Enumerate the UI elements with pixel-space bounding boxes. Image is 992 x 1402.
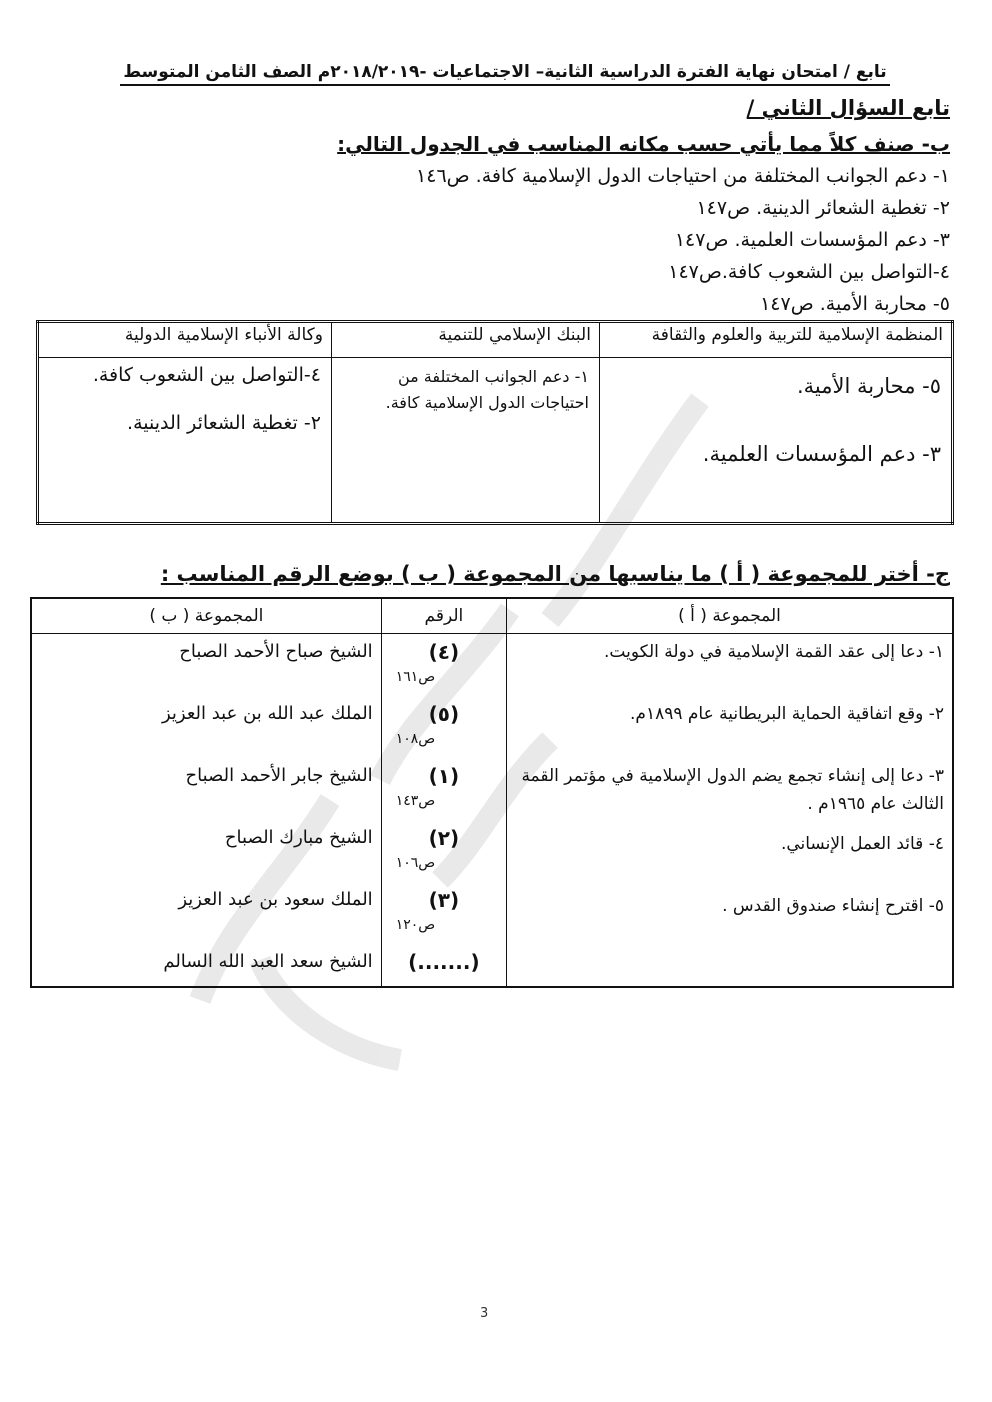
section-b-title: ب- صنف كلاً مما يأتي حسب مكانه المناسب في الجدول التالي: bbox=[337, 132, 950, 156]
answer-line: ٥- محاربة الأمية. bbox=[797, 374, 941, 398]
header-number: الرقم bbox=[381, 598, 506, 634]
group-a-column bbox=[507, 634, 953, 988]
group-a-item: ١- دعا إلى عقد القمة الإسلامية في دولة الكويت. bbox=[603, 642, 944, 662]
header-group-a: المجموعة ( أ ) bbox=[507, 598, 953, 634]
group-b-item: الشيخ مبارك الصباح bbox=[224, 827, 373, 848]
list-item: ٣- دعم المؤسسات العلمية. ص١٤٧ bbox=[674, 229, 950, 251]
group-b-item: الشيخ سعد العبد الله السالم bbox=[163, 951, 373, 972]
header-group-b: المجموعة ( ب ) bbox=[31, 598, 381, 634]
header-organization: المنظمة الإسلامية للتربية والعلوم والثقافة bbox=[599, 322, 952, 358]
section-b-items bbox=[50, 160, 950, 320]
answer-line: ٣- دعم المؤسسات العلمية. bbox=[702, 442, 941, 466]
section-c-title: ج- أختر للمجموعة ( أ ) ما يناسبها من المجموعة ( ب ) بوضع الرقم المناسب : bbox=[160, 562, 950, 586]
matching-table bbox=[30, 597, 954, 988]
page-reference: ص١٠٨ bbox=[395, 731, 436, 747]
answer-number: (٢) bbox=[428, 826, 460, 850]
header-bank: البنك الإسلامي للتنمية bbox=[331, 322, 599, 358]
page-reference: ص١٤٣ bbox=[395, 793, 436, 809]
classification-table bbox=[36, 320, 954, 525]
answer-number: (١) bbox=[428, 764, 460, 788]
answer-line: ٤-التواصل بين الشعوب كافة. bbox=[92, 364, 321, 386]
group-b-item: الشيخ جابر الأحمد الصباح bbox=[185, 765, 373, 786]
list-item: ٥- محاربة الأمية. ص١٤٧ bbox=[760, 293, 950, 315]
answer-number: (٣) bbox=[428, 888, 460, 912]
group-b-item: الملك سعود بن عبد العزيز bbox=[178, 889, 373, 910]
group-b-column bbox=[31, 634, 381, 988]
answer-number: (.......) bbox=[408, 950, 480, 974]
number-entry bbox=[390, 948, 498, 982]
number-entry bbox=[390, 886, 498, 948]
answer-line: ٢- تغطية الشعائر الدينية. bbox=[127, 412, 321, 434]
header-news-agency: وكالة الأنباء الإسلامية الدولية bbox=[38, 322, 332, 358]
answer-number: (٥) bbox=[428, 702, 460, 726]
list-item: ٢- تغطية الشعائر الدينية. ص١٤٧ bbox=[696, 197, 950, 219]
group-a-item: ٣- دعا إلى إنشاء تجمع يضم الدول الإسلامية في مؤتمر القمة الثالث عام ١٩٦٥م . bbox=[521, 766, 944, 814]
group-b-item: الشيخ صباح الأحمد الصباح bbox=[179, 641, 373, 662]
page-number: 3 bbox=[480, 1306, 489, 1321]
number-entry bbox=[390, 762, 498, 824]
list-item: ٤-التواصل بين الشعوب كافة.ص١٤٧ bbox=[668, 261, 950, 283]
answer-line: ١- دعم الجوانب المختلفة من احتياجات الدول الإسلامية كافة. bbox=[385, 367, 589, 412]
number-column bbox=[381, 634, 506, 988]
answer-number: (٤) bbox=[428, 640, 460, 664]
news-agency-cell bbox=[38, 358, 332, 524]
number-entry bbox=[390, 824, 498, 886]
organization-cell bbox=[599, 358, 952, 524]
page-reference: ص١٦١ bbox=[395, 669, 436, 685]
group-a-item: ٤- قائد العمل الإنساني. bbox=[780, 834, 944, 854]
number-entry bbox=[390, 700, 498, 762]
page-reference: ص١٢٠ bbox=[395, 917, 436, 933]
page-reference: ص١٠٦ bbox=[395, 855, 436, 871]
group-a-item: ٥- اقترح إنشاء صندوق القدس . bbox=[722, 896, 944, 916]
number-entry bbox=[390, 638, 498, 700]
group-b-item: الملك عبد الله بن عبد العزيز bbox=[161, 703, 373, 724]
group-a-item: ٢- وقع اتفاقية الحماية البريطانية عام ١٨٩٩م. bbox=[630, 704, 944, 724]
list-item: ١- دعم الجوانب المختلفة من احتياجات الدول الإسلامية كافة. ص١٤٦ bbox=[416, 165, 950, 187]
bank-cell bbox=[331, 358, 599, 524]
question-title: تابع السؤال الثاني / bbox=[746, 96, 950, 120]
page-header: تابع / امتحان نهاية الفترة الدراسية الثانية– الاجتماعيات -٢٠١٨/٢٠١٩م الصف الثامن المتوسط bbox=[120, 62, 890, 86]
